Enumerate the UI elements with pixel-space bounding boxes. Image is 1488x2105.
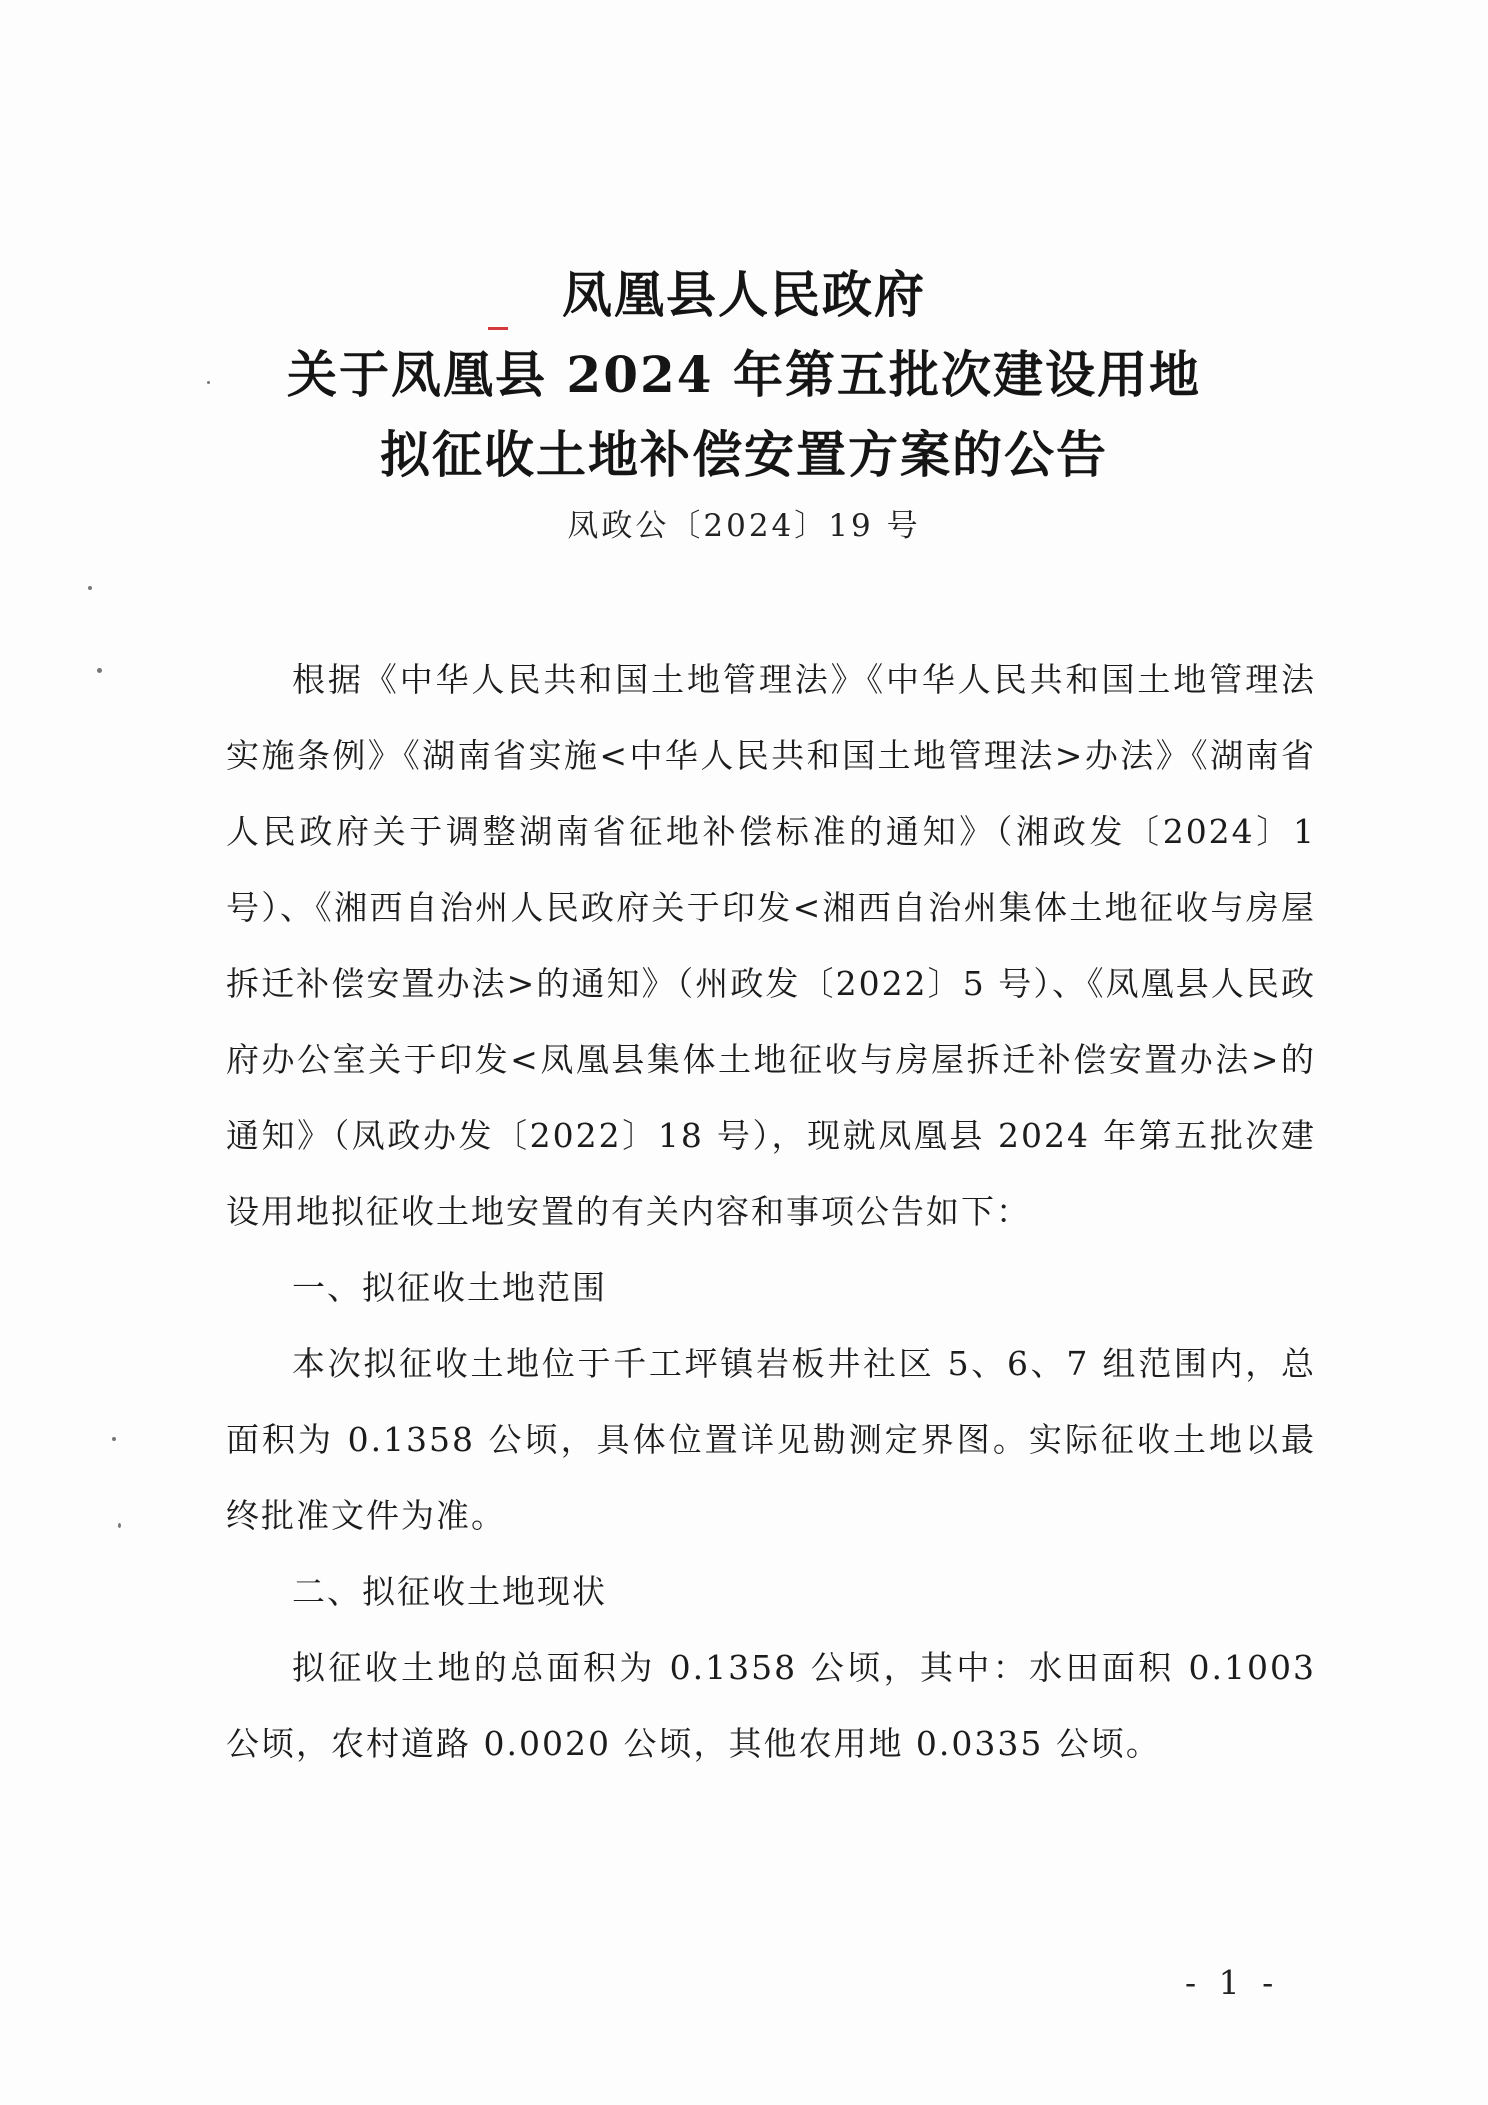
- document-number: 凤政公〔2024〕19 号: [567, 508, 921, 544]
- section-heading-status: 二、拟征收土地现状: [292, 1572, 607, 1611]
- title-line-1: 凤凰县人民政府: [562, 265, 926, 324]
- scan-speck: [88, 586, 92, 590]
- paragraph-status: 拟征收土地的总面积为 0.1358 公顷，其中：水田面积 0.1003 公顷，农村道路 0.0020 公顷，其他农用地 0.0335 公顷。: [226, 1648, 1316, 1763]
- document-title: [0, 255, 1488, 495]
- title-line-2: 关于凤凰县 2024 年第五批次建设用地: [287, 345, 1201, 404]
- page-number: - 1 -: [1185, 1963, 1280, 2002]
- document-body: [226, 642, 1316, 1782]
- title-line-3: 拟征收土地补偿安置方案的公告: [380, 425, 1108, 484]
- paragraph-scope: 本次拟征收土地位于千工坪镇岩板井社区 5、6、7 组范围内，总面积为 0.1358 公顷，具体位置详见勘测定界图。实际征收土地以最终批准文件为准。: [226, 1344, 1316, 1535]
- section-heading-scope: 一、拟征收土地范围: [292, 1268, 607, 1307]
- scan-speck: [118, 1523, 121, 1528]
- scan-speck: [112, 1437, 116, 1441]
- scan-speck: [207, 381, 210, 384]
- paragraph-legal-basis: 根据《中华人民共和国土地管理法》《中华人民共和国土地管理法实施条例》《湖南省实施<中华人民共和国土地管理法>办法》《湖南省人民政府关于调整湖南省征地补偿标准的通知》（湘政发〔2024〕1 号）、《湘西自治州人民政府关于印发<湘西自治州集体土地征收与房屋拆迁补偿安置办法>的通知》（州政发〔2022〕5 号）、《凤凰县人民政府办公室关于印发<凤凰县集体土地征收与房屋拆迁补偿安置办法>的通知》（凤政办发〔2022〕18 号），现就凤凰县 2024 年第五批次建设用地拟征收土地安置的有关内容和事项公告如下：: [226, 660, 1316, 1231]
- scan-speck: [97, 668, 102, 673]
